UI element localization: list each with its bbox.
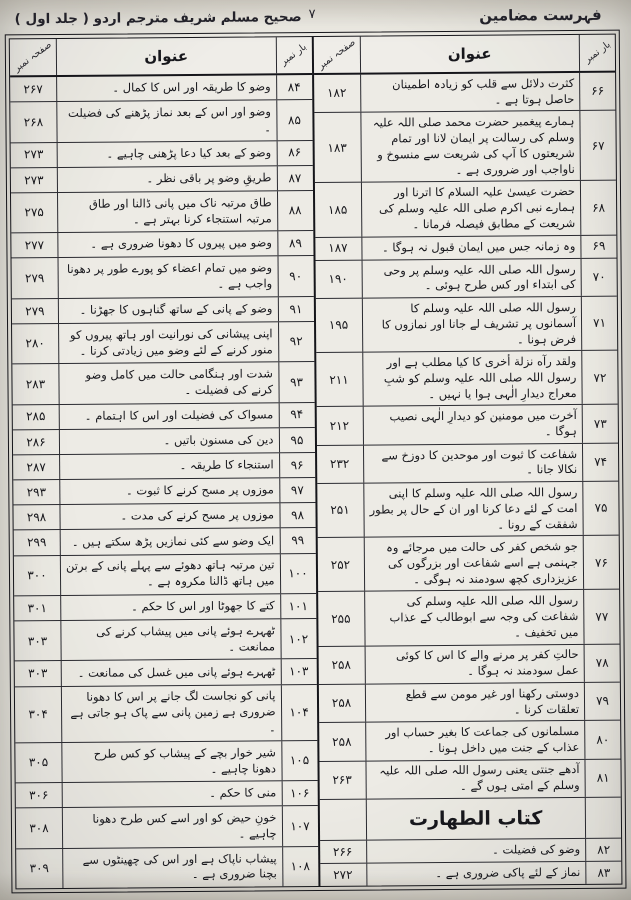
entry-number: ۸۳ xyxy=(585,862,621,884)
index-entry-row xyxy=(316,443,618,484)
index-entry-row xyxy=(319,721,621,762)
entry-page-number: ۲۷۳ xyxy=(23,147,44,162)
entry-title: تین مرتبہ ہاتھ دھوئے سے پہلے پانی کے برتن میں ہاتھ ڈالنا مکروہ ہے ۔ xyxy=(60,554,280,595)
entry-page-number: ۳۰۸ xyxy=(29,820,49,836)
entry-page-number: ۱۹۵ xyxy=(328,318,349,333)
entry-page-number: ۳۰۳ xyxy=(27,633,48,648)
entry-page-number: ۲۷۷ xyxy=(24,238,45,253)
entry-number: ۹۸ xyxy=(279,503,315,527)
entry-number: ۱۰۲ xyxy=(280,619,316,659)
entry-title: رسول اللہ صلی اللہ علیہ وسلم پر وحی کی ابتداء اور کس طرح ہوئی ۔ xyxy=(361,259,581,298)
entry-page-number: ۲۸۶ xyxy=(26,434,46,449)
entry-title: رسول اللہ صلی اللہ علیہ وسلم کی شفاعت کی وجہ سے ابوطالب کے عذاب میں تخفیف ۔ xyxy=(364,590,584,645)
entry-number: ۶۶ xyxy=(579,73,615,111)
index-entry-row xyxy=(11,191,313,234)
page-content xyxy=(7,2,625,893)
entry-number: ۹۷ xyxy=(279,478,315,502)
entry-title: آخرت میں مومنین کو دیدارِ الٰہی نصیب ہوگا ۔ xyxy=(362,405,582,444)
entry-number: ۷۵ xyxy=(582,482,618,535)
title-column-header: عنوان xyxy=(447,44,492,63)
entry-page-number: ۲۶۷ xyxy=(23,81,43,97)
section-heading-row xyxy=(319,798,621,841)
page-header xyxy=(7,2,618,33)
entry-number: ۷۹ xyxy=(584,683,620,721)
entry-page-number: ۲۶۶ xyxy=(332,844,353,859)
entry-number: ۸۸ xyxy=(276,191,312,231)
entry-title: خونِ حیض کو اور اسے کس طرح دھونا چاہیے ۔ xyxy=(62,807,282,848)
entry-title: پیشاب ناپاک ہے اور اس کی چھینٹوں سے بچنا ضروری ہے ۔ xyxy=(62,847,282,888)
index-entry-row xyxy=(15,685,317,744)
index-entry-row xyxy=(316,351,618,408)
entry-title: موزوں پر مسح کرنے کا ثبوت ۔ xyxy=(59,478,279,504)
page-number: ۷ xyxy=(308,6,316,23)
rows-right xyxy=(314,73,622,886)
entry-number: ۷۷ xyxy=(583,590,619,643)
entry-title: وضو اور اس کے بعد نماز پڑھنے کی فضیلت ۔ xyxy=(56,100,276,141)
entry-page-number: ۲۵۸ xyxy=(331,657,351,672)
entry-title: اپنی پیشانی کی نورانیت اور ہاتھ پیروں کو منور کرنے کے لئے وضو میں زیادتی کرنا ۔ xyxy=(58,322,278,363)
entry-title: شیر خوار بچے کے پیشاب کو کس طرح دھونا چاہیے ۔ xyxy=(61,741,281,782)
entry-number: ۶۷ xyxy=(579,111,616,180)
index-entry-row xyxy=(16,781,318,809)
index-entry-row xyxy=(11,166,313,194)
entry-number: ۸۴ xyxy=(276,75,312,99)
entry-title: رسول اللہ صلی اللہ علیہ وسلم کا آسمانوں پر تشریف لے جانا اور نمازوں کا فرض ہونا ۔ xyxy=(361,297,581,352)
entry-title: ایک وضو سے کئی نمازیں پڑھ سکتے ہیں ۔ xyxy=(60,529,280,555)
entry-title: ٹھہرے ہوئے پانی میں پیشاب کرنے کی ممانعت ۔ xyxy=(60,619,280,660)
index-entry-row xyxy=(320,838,622,864)
entry-page-number: ۲۶۳ xyxy=(332,772,352,787)
entry-number: ۱۰۷ xyxy=(281,806,317,846)
index-entry-row xyxy=(314,73,616,114)
entry-page-number: ۳۰۰ xyxy=(27,568,47,583)
entry-page-number: ۲۷۲ xyxy=(333,867,353,882)
table-right-half xyxy=(311,35,621,886)
entry-page-number: ۱۸۳ xyxy=(327,140,347,155)
entry-number: ۸۲ xyxy=(585,838,621,860)
entry-number: ۱۰۸ xyxy=(282,847,318,887)
index-entry-row xyxy=(14,554,316,597)
index-entry-row xyxy=(16,806,318,849)
index-entry-row xyxy=(13,403,315,431)
entry-title: دین کی مسنون باتیں ۔ xyxy=(59,428,279,454)
index-entry-row xyxy=(316,405,618,446)
entry-title: آدھے جنتی یعنی رسول اللہ صلی اللہ علیہ وسلم کے امتی ہوں گے ۔ xyxy=(365,760,585,799)
right-header-row xyxy=(313,35,615,75)
entry-number: ۹۹ xyxy=(279,528,315,552)
index-entry-row xyxy=(315,258,617,299)
entry-page-number: ۲۸۳ xyxy=(25,376,46,391)
index-entry-row xyxy=(12,297,314,325)
entry-title: مسلمانوں کی جماعت کا بغیر حساب اور عذاب کے جنت میں داخل ہونا ۔ xyxy=(365,721,585,760)
entry-title: وضو کا طریقہ اور اس کا کمال ۔ xyxy=(56,75,276,101)
index-title: فہرست مضامین xyxy=(479,5,602,25)
entry-title: وضو میں تمام اعضاء کو پورے طور پر دھونا واجب ہے ۔ xyxy=(58,257,278,298)
entry-number: ۷۱ xyxy=(581,297,617,350)
index-entry-row xyxy=(15,741,317,784)
entry-page-number: ۲۷۵ xyxy=(24,205,44,220)
entry-title: کثرت دلائل سے قلب کو زیادہ اطمینان حاصل ہوتا ہے ۔ xyxy=(360,73,580,112)
entry-page-number: ۲۸۵ xyxy=(26,409,46,424)
entry-number: ۹۳ xyxy=(278,362,314,402)
entry-page-number: ۲۵۱ xyxy=(330,503,350,518)
index-entry-row xyxy=(318,590,620,647)
entry-title: حضرت عیسیٰ علیہ السلام کا اترنا اور ہمارے نبی اکرم صلی اللہ علیہ وسلم کی شریعت کے مطابق فیصلہ فرمانا ۔ xyxy=(360,181,580,236)
index-entry-row xyxy=(12,256,314,299)
entry-number: ۷۴ xyxy=(582,443,618,481)
entry-page-number: ۲۵۵ xyxy=(331,611,351,626)
entry-page-number: ۲۹۸ xyxy=(26,510,47,525)
entry-title: حالتِ کفر پر مرنے والے کا اس کا کوئی عمل سودمند نہ ہوگا ۔ xyxy=(364,645,584,684)
entry-page-number: ۳۰۴ xyxy=(28,707,48,722)
entry-page-number: ۳۰۳ xyxy=(28,666,48,681)
entry-page-number: ۲۵۸ xyxy=(331,696,352,711)
left-serial-header-cell xyxy=(275,37,311,73)
right-serial-header-cell xyxy=(579,35,615,71)
entry-title: استنجاء کا طریقہ ۔ xyxy=(59,453,279,479)
entry-page-number: ۲۱۱ xyxy=(329,372,349,387)
entry-number: ۸۹ xyxy=(277,231,313,255)
entry-page-number: ۲۵۸ xyxy=(332,734,352,749)
entry-number: ۱۰۴ xyxy=(280,685,316,740)
serial-column-header: بار نمبر xyxy=(582,39,613,66)
entry-title: جو شخص کفر کی حالت میں مرجائے وہ جہنمی ہے اسے شفاعت اور بزرگوں کی عزیزداری کچھ سودمند نہ ہوگی ۔ xyxy=(363,536,583,591)
entry-page-number: ۳۰۱ xyxy=(27,600,47,616)
index-entry-row xyxy=(14,594,316,622)
entry-title: شدت اور ہنگامی حالت میں کامل وضو کرنے کی فضیلت ۔ xyxy=(58,363,278,404)
entry-number: ۹۶ xyxy=(279,453,315,477)
entry-title: ہمارے پیغمبر حضرت محمد صلی اللہ علیہ وسلم کی رسالت پر ایمان لانا اور تمام شریعتوں کا آپ کی شریعت سے منسوخ و ناواجب اور ضروری ہے ۔ xyxy=(360,111,580,182)
entry-number: ۹۲ xyxy=(278,322,314,362)
index-entry-row xyxy=(320,862,622,887)
entry-title: وضو کے پانی کے ساتھ گناہوں کا جھڑنا ۔ xyxy=(58,297,278,323)
entry-number: ۷۳ xyxy=(582,405,618,443)
entry-title: موزوں پر مسح کرنے کی مدت ۔ xyxy=(59,504,279,530)
index-entry-row xyxy=(12,362,314,405)
entry-title: وہ زمانہ جس میں ایمان قبول نہ ہوگا ۔ xyxy=(361,235,581,259)
index-entry-row xyxy=(10,75,312,103)
entry-number: ۸۰ xyxy=(584,721,620,759)
table-left-half xyxy=(10,37,318,888)
entry-page-number: ۲۷۹ xyxy=(24,270,45,286)
entry-title: نماز کے لئے پاکی ضروری ہے ۔ xyxy=(366,862,586,886)
entry-title: منی کا حکم ۔ xyxy=(62,781,282,807)
entry-title: شفاعت کا ثبوت اور موحدین کا دوزخ سے نکالا جانا ۔ xyxy=(362,444,582,483)
entry-page-number: ۲۸۷ xyxy=(26,459,46,475)
serial-column-header: بار نمبر xyxy=(278,41,309,69)
entry-page-number: ۳۰۹ xyxy=(29,861,50,876)
entry-title: کتے کا جھوٹا اور اس کا حکم ۔ xyxy=(60,594,280,620)
entry-number: ۸۶ xyxy=(276,141,312,165)
entry-number: ۷۲ xyxy=(581,351,617,404)
left-header-row xyxy=(10,37,312,77)
index-entry-row xyxy=(14,528,316,556)
index-entry-row xyxy=(13,503,315,531)
entry-number: ۹۱ xyxy=(277,297,313,321)
index-entry-row xyxy=(318,644,620,685)
entry-page-number: ۱۸۷ xyxy=(328,241,348,256)
entry-title: ولقد رآه نزلة أخرى کا کیا مطلب ہے اور رسول اللہ صلی اللہ علیہ وسلم کو شبِ معراج دیدارِ الٰہی ہوا یا نہیں ۔ xyxy=(362,351,582,406)
book-title: صحيح مسلم شریف مترجم اردو ( جلد اول ) xyxy=(14,9,302,28)
index-entry-row xyxy=(315,297,617,354)
index-entry-row xyxy=(314,181,616,238)
entry-page-number: ۲۳۲ xyxy=(329,456,350,472)
right-title-header-cell xyxy=(359,35,579,73)
entry-page-number: ۲۹۹ xyxy=(27,535,47,550)
entry-number: ۷۰ xyxy=(581,258,617,296)
index-entry-row xyxy=(315,235,617,261)
entry-number: ۹۴ xyxy=(278,403,314,427)
entry-title: طاق مرتبہ ناک میں پانی ڈالنا اور طاق مرتبہ استنجاء کرنا بہتر ہے ۔ xyxy=(57,191,277,232)
entry-page-number: ۲۱۲ xyxy=(329,418,350,433)
index-table xyxy=(9,34,623,890)
entry-number: ۸۵ xyxy=(276,100,312,140)
index-entry-row xyxy=(12,322,314,365)
left-page-header-cell xyxy=(10,39,56,75)
entry-number: ۶۸ xyxy=(580,181,616,234)
entry-page-number: ۲۹۳ xyxy=(26,485,47,500)
entry-number: ۱۰۱ xyxy=(280,594,316,618)
entry-page-number: ۱۸۵ xyxy=(327,202,348,217)
entry-page-number: ۱۹۰ xyxy=(328,271,348,287)
index-entry-row xyxy=(13,478,315,506)
entry-number: ۱۰۵ xyxy=(281,741,317,781)
entry-title: پانی کو نجاست لگ جانے پر اس کا دھونا ضروری ہے زمین پانی سے پاک ہو جاتی ہے ۔ xyxy=(61,685,281,742)
left-title-header-cell xyxy=(56,37,276,75)
index-entry-row xyxy=(13,428,315,456)
entry-page-number: ۲۷۹ xyxy=(25,303,45,318)
entry-number: ۱۰۳ xyxy=(280,659,316,683)
right-page-header-cell xyxy=(313,37,359,73)
entry-number: ۸۱ xyxy=(584,759,620,797)
index-entry-row xyxy=(319,759,621,800)
entry-title: دوستی رکھنا اور غیر مومن سے قطع تعلقات کرنا ۔ xyxy=(364,683,584,722)
entry-page-number: ۳۰۶ xyxy=(28,788,49,803)
page-column-header: صفحہ نمبر xyxy=(315,37,358,73)
index-entry-row xyxy=(11,231,313,259)
entry-number: ۶۹ xyxy=(580,235,616,257)
index-entry-row xyxy=(13,453,315,481)
entry-number: ۸۷ xyxy=(276,166,312,190)
index-entry-row xyxy=(317,482,619,539)
entry-number: ۹۰ xyxy=(277,256,313,296)
index-entry-row xyxy=(314,111,616,183)
entry-title: وضو کے بعد کیا دعا پڑھنی چاہیے ۔ xyxy=(57,141,277,167)
index-entry-row xyxy=(10,100,312,143)
entry-number: ۷۸ xyxy=(584,644,620,682)
rows-left xyxy=(10,75,318,888)
entry-page-number: ۱۸۲ xyxy=(326,86,347,101)
index-entry-row xyxy=(16,847,318,889)
entry-page-number: ۲۷۳ xyxy=(24,172,44,187)
entry-title: مسواک کی فضیلت اور اس کا اہتمام ۔ xyxy=(59,403,279,429)
index-entry-row xyxy=(317,536,619,593)
entry-title: ٹھہرے ہوئے پانی میں غسل کی ممانعت ۔ xyxy=(61,660,281,686)
title-column-header: عنوان xyxy=(144,46,189,65)
entry-number: ۹۵ xyxy=(278,428,314,452)
entry-page-number xyxy=(319,800,365,840)
index-entry-row xyxy=(15,659,317,687)
index-entry-row xyxy=(318,683,620,724)
entry-title: وضو میں پیروں کا دھونا ضروری ہے ۔ xyxy=(57,232,277,258)
page-column-header: صفحہ نمبر xyxy=(11,39,54,75)
entry-page-number: ۳۰۵ xyxy=(28,755,49,770)
index-entry-row xyxy=(11,141,313,169)
entry-title: وضو کی فضیلت ۔ xyxy=(366,839,586,863)
entry-number: ۷۶ xyxy=(583,536,619,589)
entry-title: رسول اللہ صلی اللہ علیہ وسلم کا اپنی امت کے لئے دعا کرنا اور ان کے حال پر بطور شفقت کے رونا ۔ xyxy=(363,482,583,537)
index-entry-row xyxy=(14,619,316,662)
entry-page-number: ۲۸۰ xyxy=(25,336,45,351)
entry-number xyxy=(585,798,621,838)
entry-page-number: ۲۵۲ xyxy=(330,557,351,572)
entry-number: ۱۰۶ xyxy=(281,781,317,805)
section-heading: كتاب الطهارت xyxy=(365,798,585,840)
entry-page-number: ۲۶۸ xyxy=(23,114,44,129)
entry-title: طریقِ وضو پر باقی نظر ۔ xyxy=(57,166,277,192)
entry-number: ۱۰۰ xyxy=(279,554,315,594)
